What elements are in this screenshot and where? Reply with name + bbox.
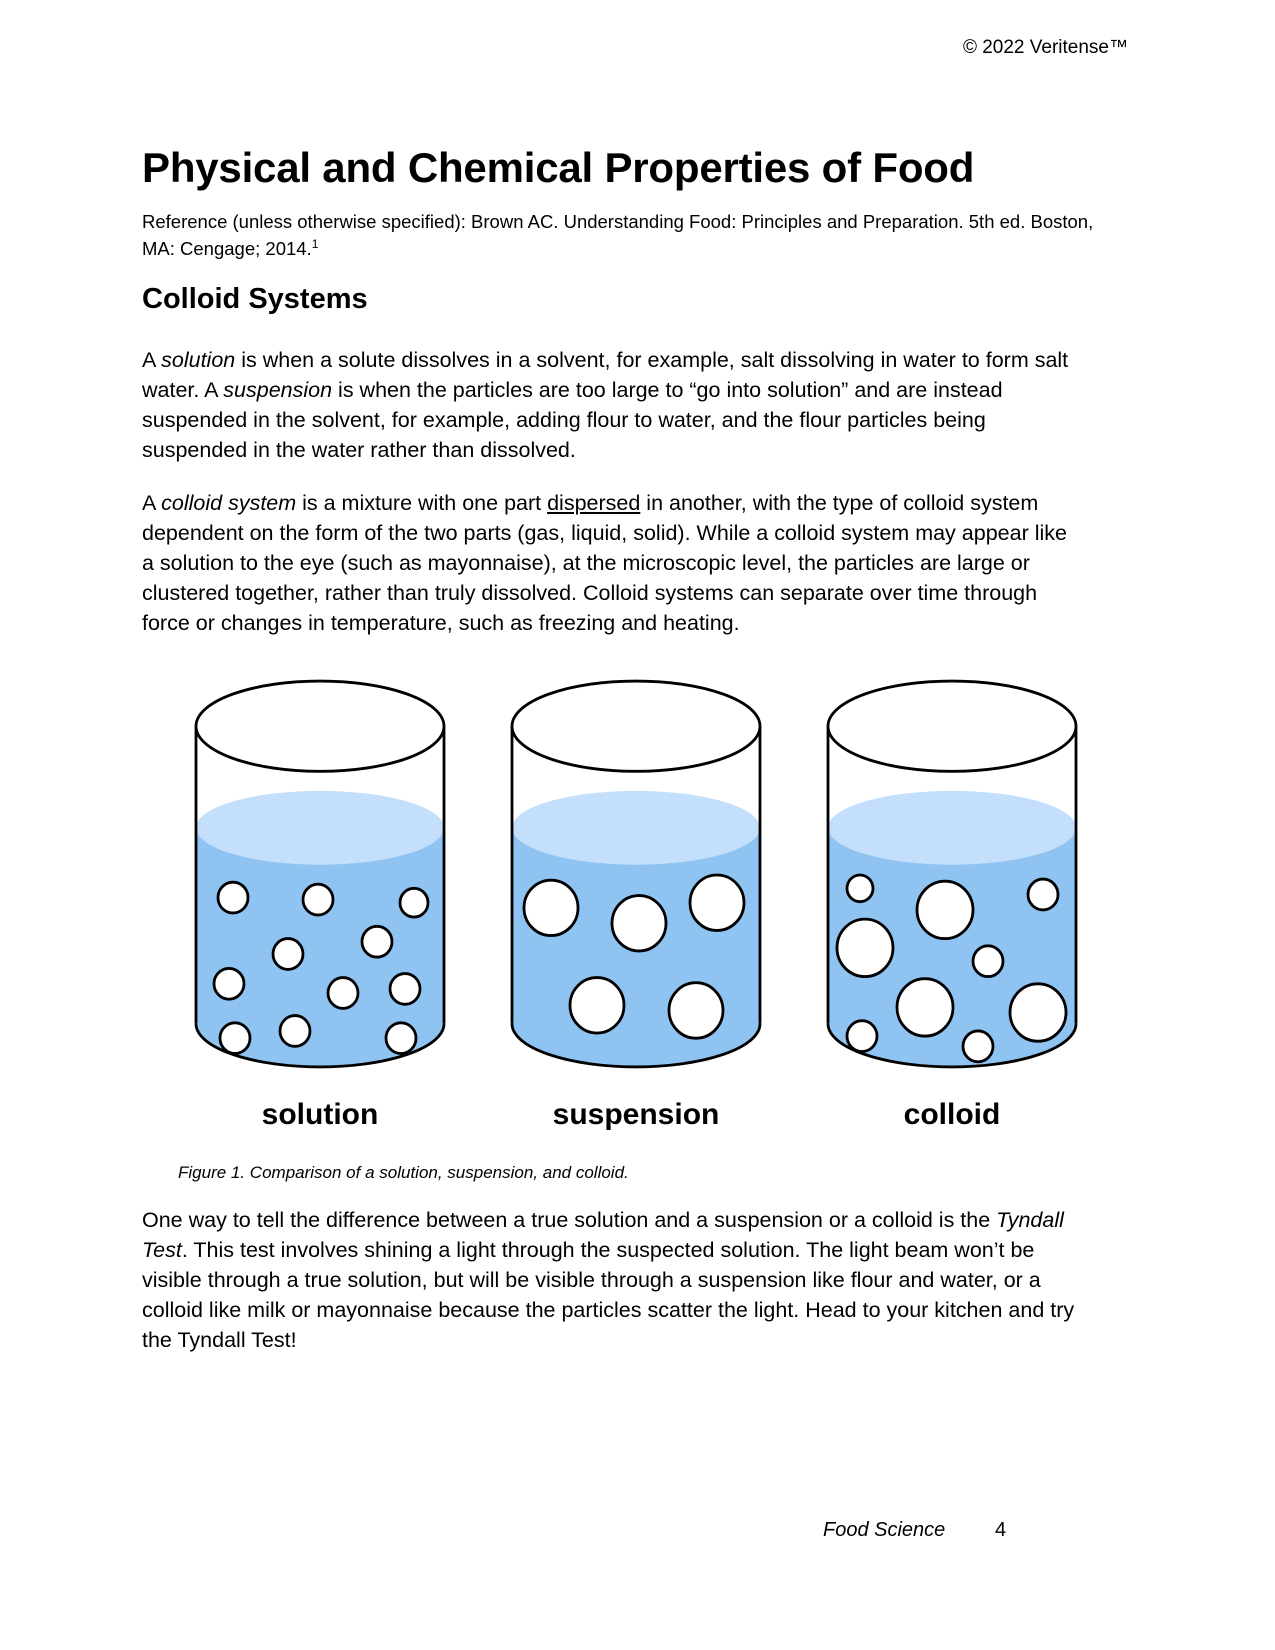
reference-line1: Reference (unless otherwise specified): Brown AC. Understanding Food: Principles and Preparation. 5th ed. Boston, [142,211,1094,232]
term-colloid-system: colloid system [161,491,297,515]
footer-course-name: Food Science [823,1519,946,1541]
beaker-solution-illustration [190,679,450,1071]
beaker-colloid-illustration [822,679,1082,1071]
text-run: One way to tell the difference between a true solution and a suspension or a colloid is the [142,1208,997,1232]
copyright-notice: © 2022 Veritense™ [962,37,1128,58]
text-run: in another, with the type of colloid system dependent on the form of the two parts (gas, liquid, solid). While a colloid system may appear like a solution to the eye (such as mayonnaise), at the microscopic level, the particles are large or clustered together, rather than truly dissolved. Colloid systems can separate over time through force or changes in temperature, such as freezing and heating. [142,491,1067,635]
term-tyndall-test: Tyndall Test [142,1208,1064,1262]
text-run: A [142,491,162,515]
paragraph-solution-suspension [142,345,1082,465]
beaker-suspension-illustration [506,679,766,1071]
page-title: Physical and Chemical Properties of Food [142,144,975,191]
beaker-label-solution: solution [261,1098,379,1131]
section-heading-colloid-systems: Colloid Systems [142,283,368,315]
paragraph-tyndall-test [142,1205,1082,1355]
figure-beakers [190,679,1082,1132]
term-suspension: suspension [223,378,333,402]
reference-line2: MA: Cengage; 2014. [142,238,312,259]
beaker-colloid [822,679,1082,1132]
reference-text [142,208,1132,262]
beaker-suspension [506,679,766,1132]
paragraph-colloid-system [142,488,1082,638]
text-run: is a mixture with one part [296,491,548,515]
text-run: A [142,348,162,372]
beaker-label-colloid: colloid [903,1098,1001,1131]
text-run: is when the particles are too large to “go into solution” and are instead suspended in the solvent, for example, adding flour to water, and the flour particles being suspended in the water rather than dissolved. [142,378,1003,462]
beaker-solution [190,679,450,1132]
term-solution: solution [161,348,236,372]
text-run: is when a solute dissolves in a solvent, for example, salt dissolving in water to form salt water. A [142,348,1069,402]
footer-page-number: 4 [995,1519,1007,1541]
reference-footnote-marker: 1 [311,236,319,251]
figure-caption: Figure 1. Comparison of a solution, suspension, and colloid. [178,1163,629,1182]
beaker-label-suspension: suspension [552,1098,720,1131]
text-run: . This test involves shining a light through the suspected solution. The light beam won’t be visible through a true solution, but will be visible through a suspension like flour and water, or a colloid like milk or mayonnaise because the particles scatter the light. Head to your kitchen and try the Tyndall Test! [142,1238,1075,1352]
term-dispersed-underlined: dispersed [547,491,641,515]
